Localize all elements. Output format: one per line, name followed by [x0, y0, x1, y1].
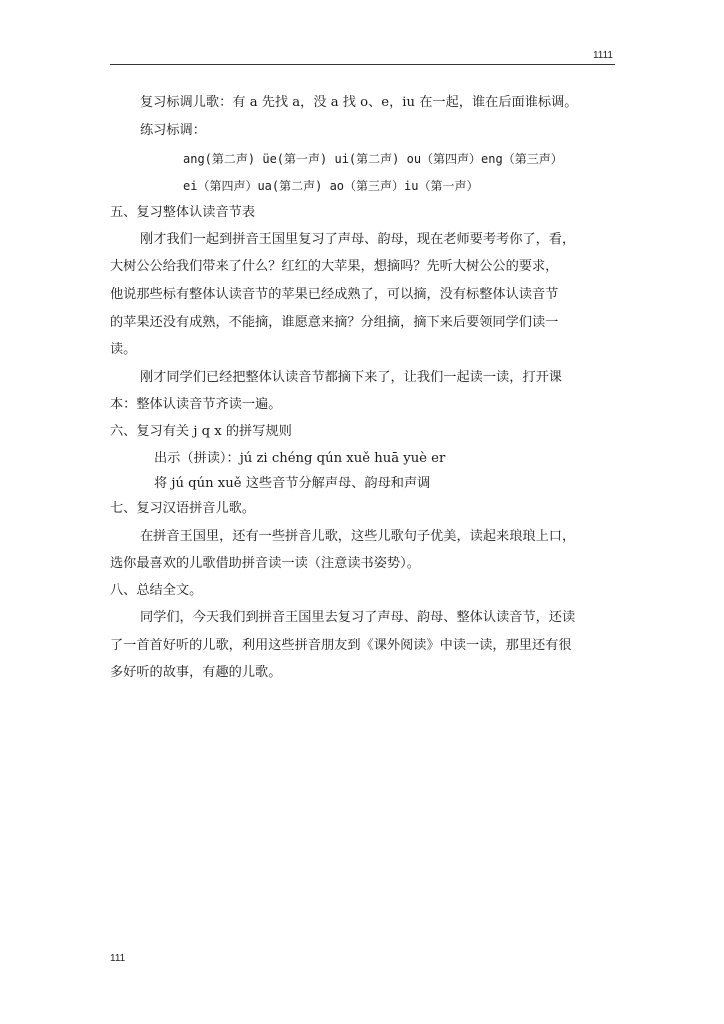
- paragraph-line: 选你最喜欢的儿歌借助拼音读一读（注意读书姿势）。: [110, 556, 420, 571]
- paragraph-line: 刚才我们一起到拼音王国里复习了声母、韵母，现在老师要考考你了，看，: [140, 232, 576, 247]
- footer-page-number: 111: [110, 953, 126, 964]
- section-heading: 八、总结全文。: [110, 583, 203, 598]
- paragraph-line: 本：整体认读音节齐读一遍。: [110, 397, 282, 412]
- section-heading: 六、复习有关 j q x 的拼写规则: [110, 424, 292, 439]
- paragraph-line: 大树公公给我们带来了什么？红红的大苹果，想摘吗？先听大树公公的要求，: [110, 259, 559, 274]
- header-page-number: 1111: [592, 50, 613, 61]
- paragraph-line: 的苹果还没有成熟，不能摘，谁愿意来摘？分组摘，摘下来后要领同学们读一: [110, 315, 559, 330]
- paragraph-line: 刚才同学们已经把整体认读音节都摘下来了，让我们一起读一读，打开课: [140, 370, 562, 385]
- section-heading: 五、复习整体认读音节表: [110, 205, 256, 220]
- section-heading: 七、复习汉语拼音儿歌。: [110, 501, 256, 516]
- paragraph-line: ang(第二声) üe(第一声) ui(第二声) ou（第四声）eng（第三声）: [183, 152, 563, 166]
- paragraph-line: 练习标调：: [140, 123, 206, 138]
- paragraph-line: 他说那些标有整体认读音节的苹果已经成熟了，可以摘，没有标整体认读音节: [110, 287, 559, 302]
- paragraph-line: 出示（拼读）：jú zi chéng qún xuě huā yuè er: [154, 451, 446, 466]
- paragraph-line: 读。: [110, 342, 137, 357]
- paragraph-line: 同学们，今天我们到拼音王国里去复习了声母、韵母、整体认读音节，还读: [140, 610, 576, 625]
- header-rule: [110, 64, 615, 65]
- paragraph-line: 在拼音王国里，还有一些拼音儿歌，这些儿歌句子优美，读起来琅琅上口，: [140, 529, 576, 544]
- paragraph-line: 了一首首好听的儿歌，利用这些拼音朋友到《课外阅读》中读一读，那里还有很: [110, 638, 572, 653]
- paragraph-line: 复习标调儿歌：有 a 先找 a，没 a 找 o、e，iu 在一起，谁在后面谁标调。: [140, 95, 578, 110]
- paragraph-line: 多好听的故事，有趣的儿歌。: [110, 665, 282, 680]
- paragraph-line: ei（第四声）ua(第二声) ao（第三声）iu（第一声）: [183, 179, 479, 193]
- paragraph-line: 将 jú qún xuě 这些音节分解声母、韵母和声调: [154, 476, 431, 491]
